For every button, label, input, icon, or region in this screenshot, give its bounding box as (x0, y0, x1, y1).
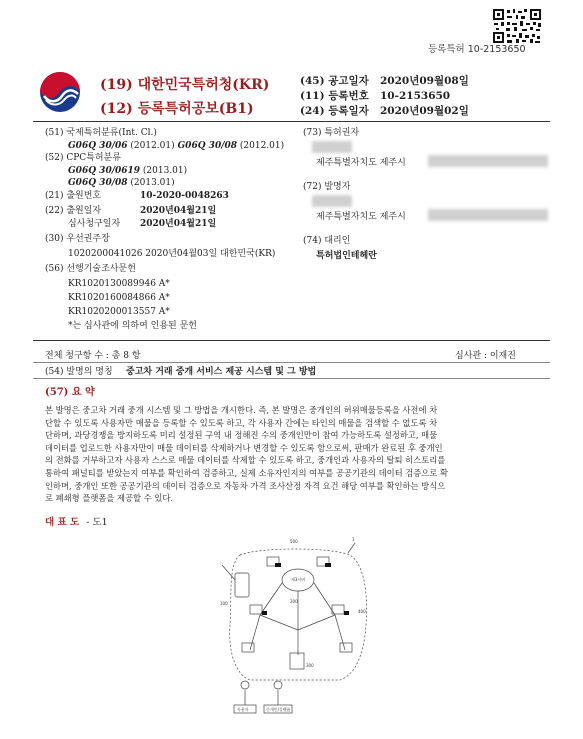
figure-label-user-box: 사용자 (237, 707, 249, 712)
registration-number-row: (11) 등록번호 10-2153650 (300, 90, 451, 102)
redacted-inventor-address (428, 209, 548, 221)
redacted-inventor-name (312, 195, 352, 207)
exam-request-date: 2020년04월21일 (140, 219, 217, 229)
inventor-address: 제주특별자치도 제주시 (316, 212, 406, 222)
cpc-class-2: G06Q 30/08 (2013.01) (68, 178, 175, 188)
publication-type: (12) 등록특허공보(B1) (100, 101, 254, 117)
application-number-label: (21) 출원번호 (45, 191, 102, 201)
prior-art-1: KR1020130089946 A* (68, 279, 170, 289)
redacted-patentee-name (312, 141, 352, 153)
application-date-label: (22) 출원일자 (45, 206, 102, 216)
header-rule (33, 121, 550, 122)
title-label: (54) 발명의 명칭 (45, 367, 113, 377)
figure-label-300: 300 (306, 663, 314, 668)
figure-label-100: 100 (220, 601, 228, 606)
figure-label-1: 1 (352, 537, 355, 542)
representative-figure-drawing (220, 535, 370, 735)
header-right-block (300, 74, 469, 119)
prior-art-2: KR1020160084866 A* (68, 293, 170, 303)
abstract-text: 본 발명은 중고차 거래 중개 시스템 및 그 방법을 개시한다. 즉, 본 발명은 중개인의 허위매물등록을 사전에 차 단할 수 있도록 사용자만 매물을 등록할 수 있도록 하고, 각 사용자 간에는 타인의 매물을 검색할 수 없도록 차 단하며, 과당경쟁을 방지하도록 미리 설정된 구역 내 정해진 수의 중개인만이 참여 가능하도록 설정하고, 매물 데이터를 업로드한 사용자만이 매물 데이터를 삭제하거나 변경할 수 있도록 함으로써, 판매가 완료된 후 중개인 의 전화를 거부하고자 사용자 스스로 매물 데이터를 삭제할 수 있도록 하고, 중개인과 사용자의 탈퇴 히스토리를 통하여 패널티를 받았는지 여부를 확인하여 검증하고, 실제 소유자인지의 여부를 공공기관의 데이터 검증으로 확 인하며, 중개인 또한 공공기관의 데이터 검증으로 자동차 가격 조사산정 자격 요건 해당 여부를 확인하는 방식으 로 폐쇄형 플랫폼을 제공할 수 있다. (45, 405, 448, 504)
claims-rule-top (33, 340, 550, 341)
ipc-classes: G06Q 30/06 (2012.01) G06Q 30/08 (2012.01) (68, 141, 285, 151)
examiner: 심사관 : 이재진 (455, 351, 516, 361)
invention-title: 중고차 거래 중개 서비스 제공 시스템 및 그 방법 (126, 367, 317, 377)
agent-label: (74) 대리인 (303, 236, 351, 246)
abstract-label: (57) 요 약 (45, 387, 95, 398)
exam-request-label: 심사청구일자 (68, 219, 121, 229)
application-date: 2020년04월21일 (140, 206, 217, 216)
qr-code-icon (492, 8, 542, 44)
agent-name: 특허법인테헤란 (316, 251, 377, 261)
prior-art-label: (56) 선행기술조사문헌 (45, 264, 136, 274)
figure-label-agent-box: 중개인/플랫폼 (266, 707, 291, 712)
title-rule-bottom (33, 378, 550, 379)
publication-date-row: (45) 공고일자 2020년09월08일 (300, 75, 469, 87)
priority-label: (30) 우선권주장 (45, 234, 110, 244)
prior-art-3: KR1020200013557 A* (68, 307, 170, 317)
kipo-emblem-icon (38, 70, 82, 114)
figure-label-500: 500 (290, 539, 298, 544)
prior-art-note: *는 심사관에 의하여 인용된 문헌 (68, 321, 197, 331)
patentee-address: 제주특별자치도 제주시 (316, 158, 406, 168)
figure-label-200: 200 (290, 599, 298, 604)
registration-number: 등록특허 10-2153650 (428, 44, 526, 55)
patent-office-title: (19) 대한민국특허청(KR) (100, 77, 270, 93)
patentee-label: (73) 특허권자 (303, 128, 360, 138)
priority-claim: 1020200041026 2020년04월03일 대한민국(KR) (68, 249, 276, 259)
cpc-title: (52) CPC특허분류 (45, 153, 121, 163)
redacted-patentee-address (428, 155, 548, 167)
representative-figure: 대 표 도 - 도1 (45, 517, 108, 528)
inventor-label: (72) 발명자 (303, 182, 351, 192)
registration-date-row: (24) 등록일자 2020년09월02일 (300, 105, 469, 117)
figure-label-server: 제3서버 (291, 577, 306, 582)
total-claims: 전체 청구항 수 : 총 8 항 (45, 351, 141, 361)
title-rule-top (33, 362, 550, 363)
cpc-class-1: G06Q 30/0619 (2013.01) (68, 166, 188, 176)
application-number: 10-2020-0048263 (140, 191, 229, 201)
ipc-title: (51) 국제특허분류(Int. Cl.) (45, 128, 157, 138)
figure-label-400: 400 (358, 609, 366, 614)
